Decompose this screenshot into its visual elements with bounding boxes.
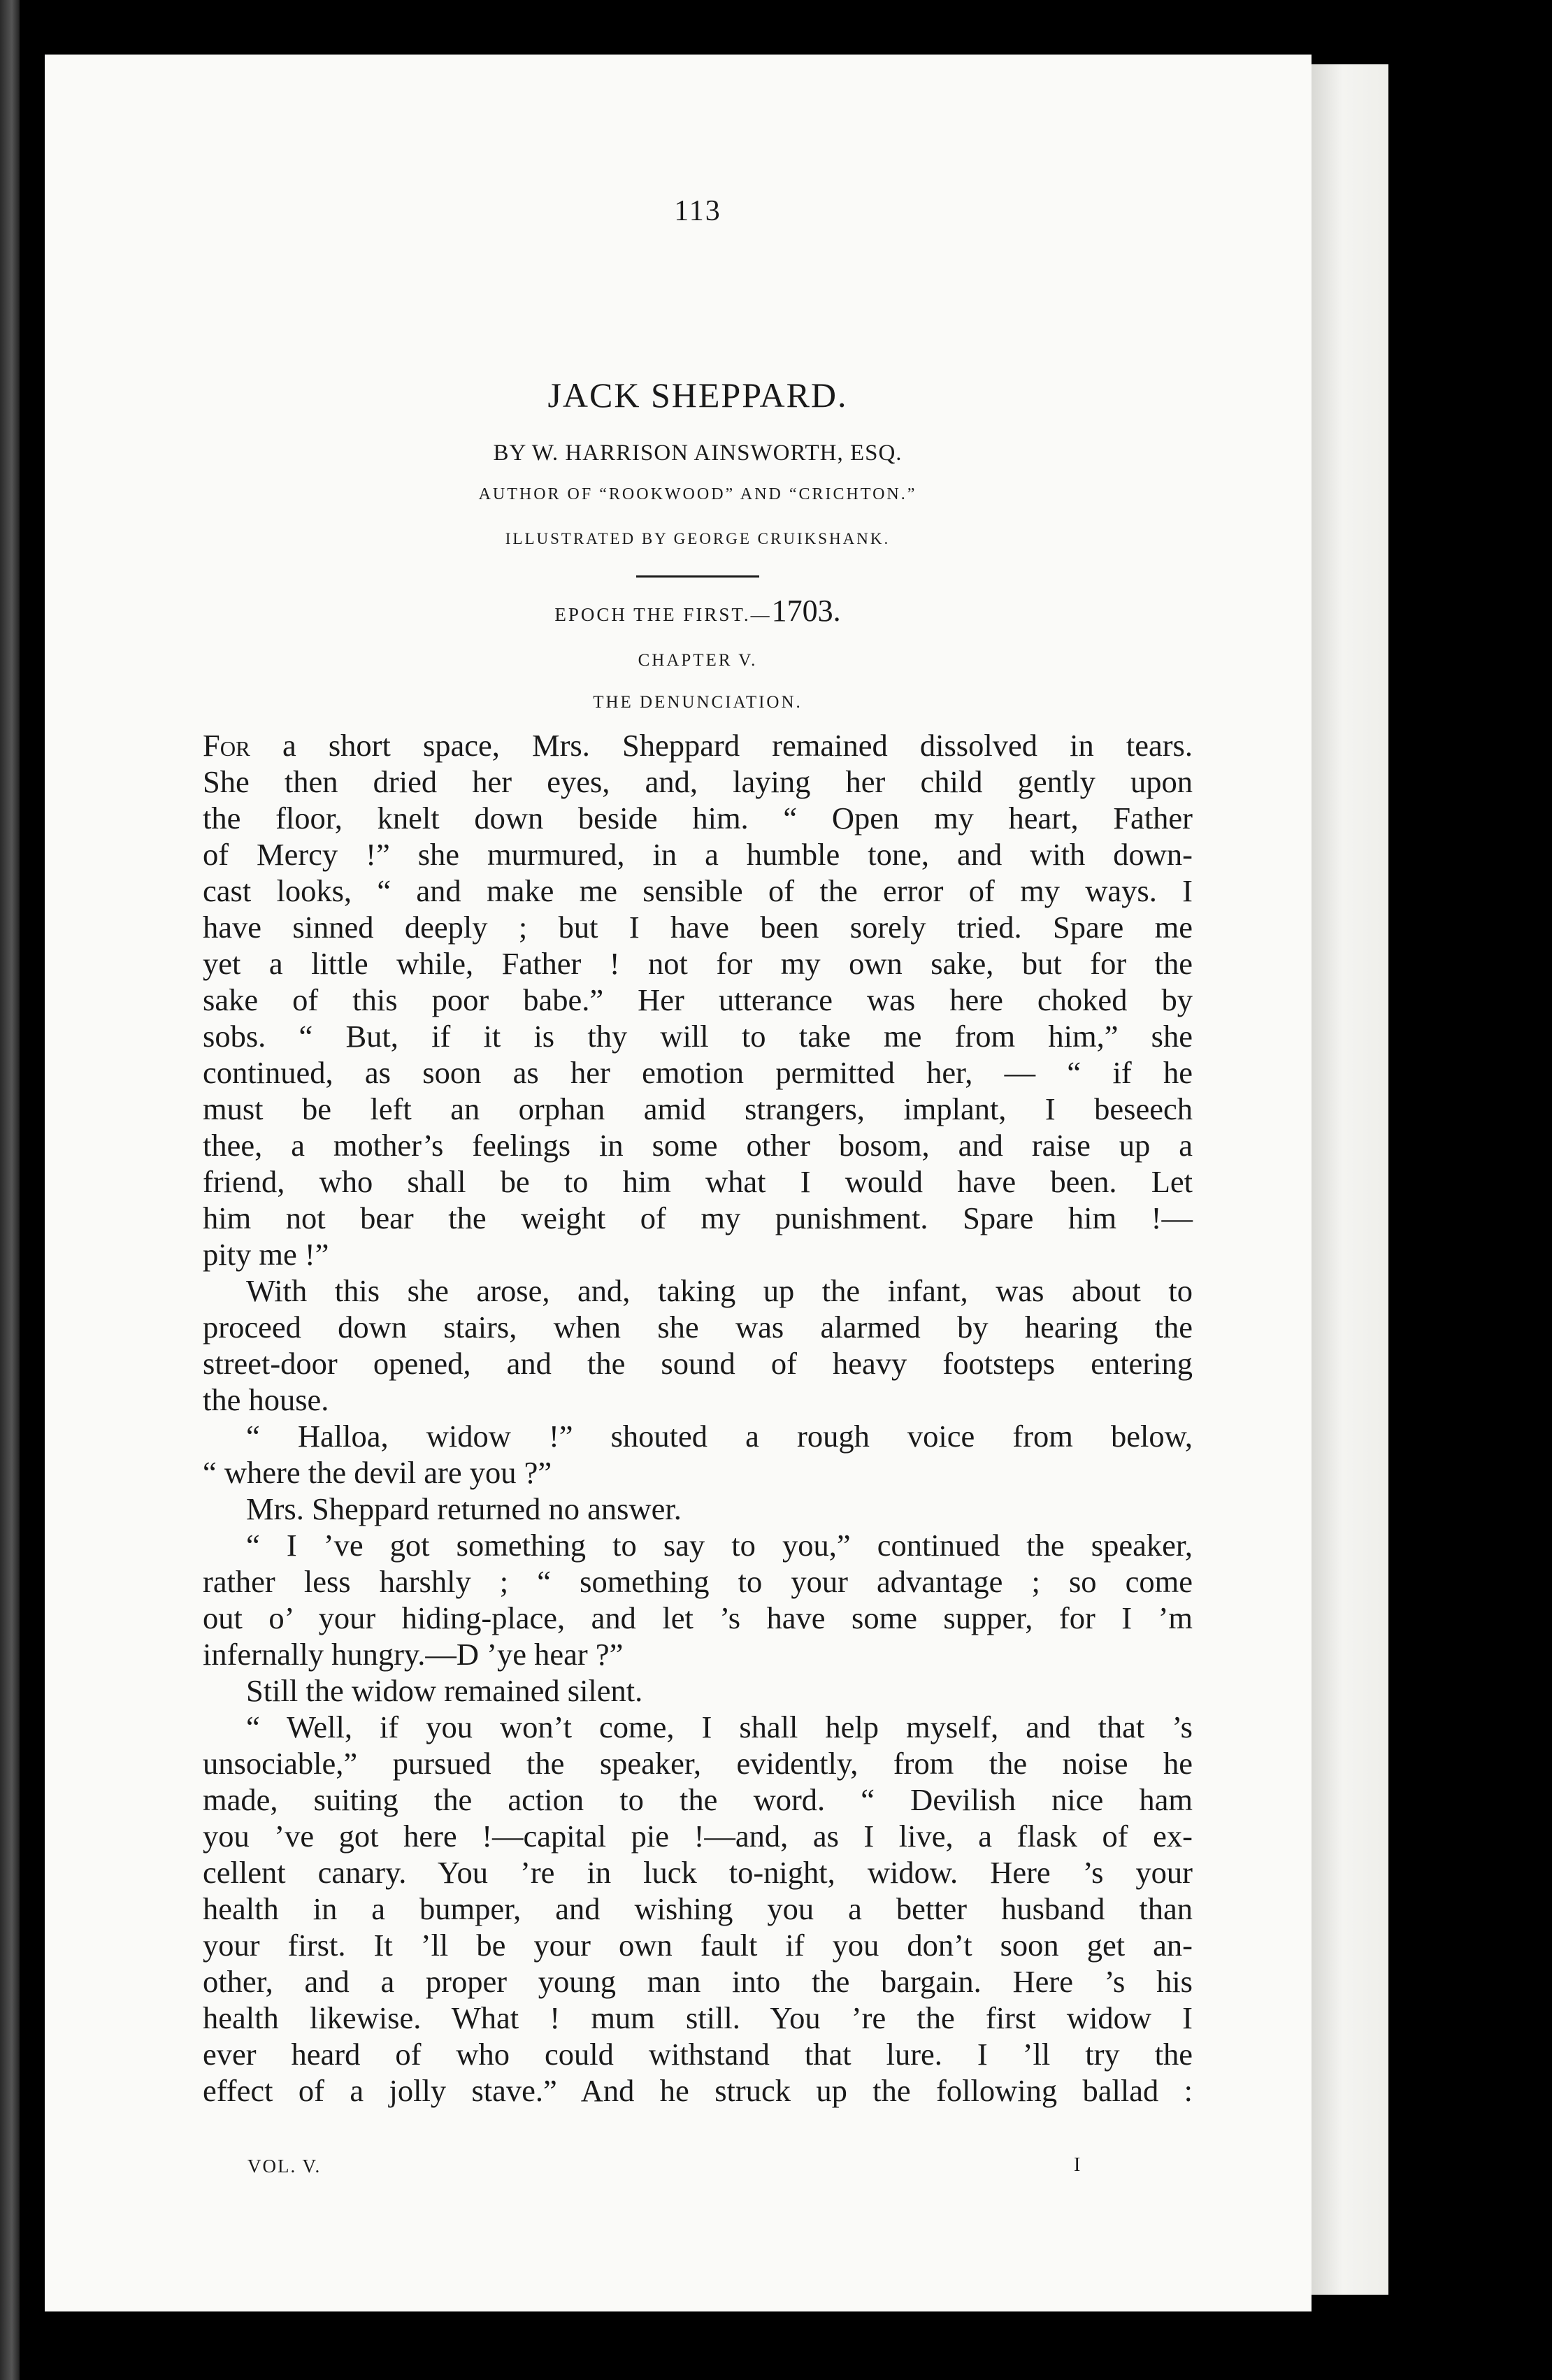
text-line: other, and a proper young man into the bargain. Here ’s his [203, 1964, 1193, 1999]
volume-mark: VOL. V. [247, 2156, 322, 2177]
author-byline: BY W. HARRISON AINSWORTH, ESQ. [493, 440, 903, 466]
epoch-label: EPOCH THE FIRST.— [554, 604, 772, 625]
lead-word: For [203, 728, 250, 763]
text-line: him not bear the weight of my punishment. Spare him !— [203, 1200, 1193, 1235]
text-line: proceed down stairs, when she was alarmed by hearing the [203, 1310, 1193, 1345]
text-line: sake of this poor babe.” Her utterance was here choked by [203, 982, 1193, 1017]
text-line: “ I ’ve got something to say to you,” continued the speaker, [246, 1528, 1193, 1563]
text-line: ever heard of who could withstand that lure. I ’ll try the [203, 2037, 1193, 2072]
text-line: out o’ your hiding-place, and let ’s have some supper, for I ’m [203, 1600, 1193, 1635]
text-line: continued, as soon as her emotion permitted her, — “ if he [203, 1055, 1193, 1090]
text-line: friend, who shall be to him what I would have been. Let [203, 1164, 1193, 1199]
text-line: you ’ve got here !—capital pie !—and, as I live, a flask of ex- [203, 1819, 1193, 1854]
epoch-heading [203, 593, 1193, 629]
text-line: yet a little while, Father ! not for my own sake, but for the [203, 946, 1193, 981]
text-line: the house. [203, 1382, 329, 1417]
text-line: street-door opened, and the sound of heavy footsteps entering [203, 1346, 1193, 1381]
text-line: rather less harshly ; “ something to your advantage ; so come [203, 1564, 1193, 1599]
text-line: health in a bumper, and wishing you a better husband than [203, 1891, 1193, 1926]
signature-mark: I [1074, 2154, 1081, 2176]
text-line: For a short space, Mrs. Sheppard remained dissolved in tears. [203, 728, 1193, 763]
text-line: made, suiting the action to the word. “ Devilish nice ham [203, 1782, 1193, 1817]
chapter-number: CHAPTER V. [638, 651, 758, 670]
text-line: With this she arose, and, taking up the infant, was about to [246, 1273, 1193, 1308]
text-line: your first. It ’ll be your own fault if you don’t soon get an- [203, 1928, 1193, 1963]
chapter-title: THE DENUNCIATION. [593, 693, 803, 712]
text-line: She then dried her eyes, and, laying her child gently upon [203, 764, 1193, 799]
text-line: Mrs. Sheppard returned no answer. [246, 1491, 682, 1526]
text-line: “ where the devil are you ?” [203, 1455, 552, 1490]
text-line: of Mercy !” she murmured, in a humble tone, and with down- [203, 837, 1193, 872]
text-line: sobs. “ But, if it is thy will to take me from him,” she [203, 1019, 1193, 1054]
text-line: pity me !” [203, 1237, 329, 1272]
page-number: 113 [674, 195, 721, 227]
text-line: “ Well, if you won’t come, I shall help myself, and that ’s [246, 1709, 1193, 1744]
book-spine-edge [0, 0, 20, 2380]
author-of-line: AUTHOR OF “ROOKWOOD” AND “CRICHTON.” [478, 485, 917, 503]
text-line: the floor, knelt down beside him. “ Open my heart, Father [203, 801, 1193, 836]
title-rule [636, 575, 759, 578]
adjacent-page-edge [1312, 64, 1388, 2295]
text-line: have sinned deeply ; but I have been sorely tried. Spare me [203, 910, 1193, 945]
text-line: Still the widow remained silent. [246, 1673, 643, 1708]
text-line: cast looks, “ and make me sensible of the error of my ways. I [203, 873, 1193, 908]
text-line: must be left an orphan amid strangers, implant, I beseech [203, 1091, 1193, 1126]
text-line: unsociable,” pursued the speaker, evidently, from the noise he [203, 1746, 1193, 1781]
text-line: “ Halloa, widow !” shouted a rough voice from below, [246, 1419, 1193, 1454]
epoch-year: 1703. [771, 594, 841, 628]
text-line: health likewise. What ! mum still. You ’re the first widow I [203, 2000, 1193, 2035]
illustrator-line: ILLUSTRATED BY GEORGE CRUIKSHANK. [505, 530, 891, 547]
book-title: JACK SHEPPARD. [547, 375, 848, 415]
text-line: cellent canary. You ’re in luck to-night, widow. Here ’s your [203, 1855, 1193, 1890]
text-line: infernally hungry.—D ’ye hear ?” [203, 1637, 624, 1672]
text-line: effect of a jolly stave.” And he struck up the following ballad : [203, 2073, 1193, 2108]
book-page [45, 55, 1312, 2311]
text-line: thee, a mother’s feelings in some other bosom, and raise up a [203, 1128, 1193, 1163]
